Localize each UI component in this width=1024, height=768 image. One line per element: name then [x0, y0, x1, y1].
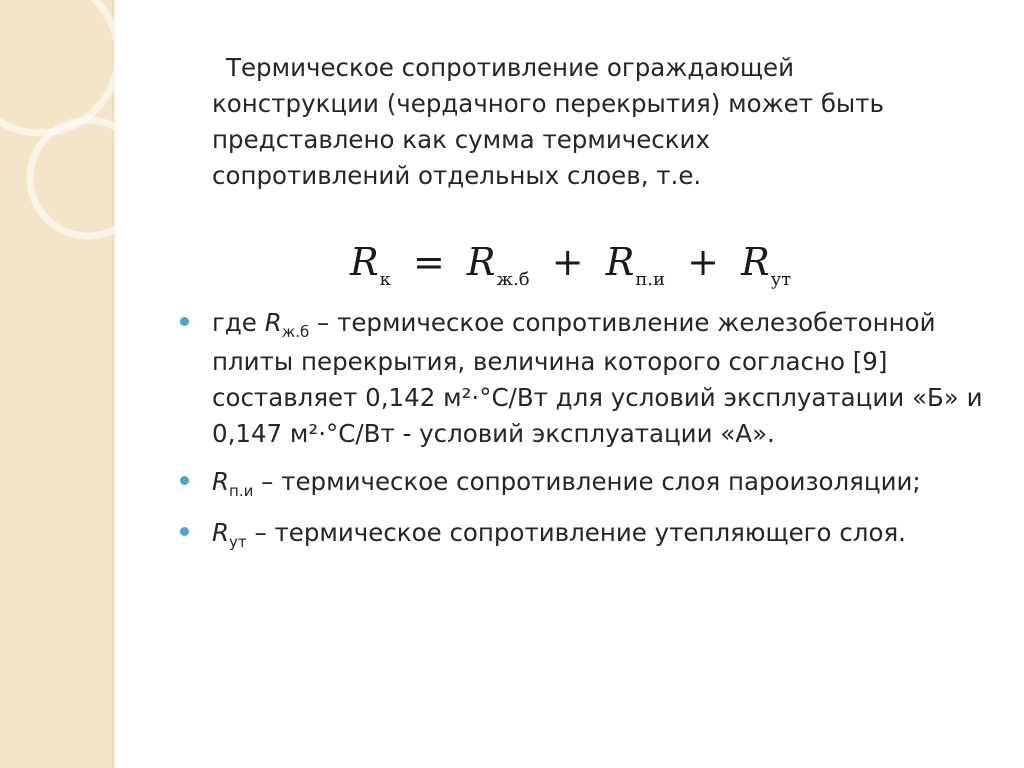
formula-symbol: R	[605, 240, 635, 284]
bullet-icon	[180, 476, 189, 485]
item-symbol: R	[212, 467, 230, 496]
formula-plus: +	[551, 240, 584, 284]
list-item	[180, 515, 1000, 554]
formula-subscript: ут	[770, 269, 792, 290]
formula-plus: +	[687, 240, 719, 284]
item-symbol: R	[264, 308, 282, 337]
list-item	[180, 305, 1000, 452]
ring-large	[0, 0, 118, 133]
formula-subscript: п.и	[635, 269, 666, 290]
item-prefix: где	[212, 308, 265, 337]
intro-line: Термическое сопротивление ограждающей	[226, 53, 794, 82]
formula	[350, 240, 792, 290]
ring-small	[30, 120, 146, 236]
formula-symbol: R	[350, 240, 379, 284]
item-subscript: п.и	[229, 482, 254, 500]
item-text: – термическое сопротивление железобетонной плиты перекрытия, величина которого согласно [9] составляет 0,142 м²·°С/Вт для условий эксплуатации «Б» и 0,147 м²·°С/Вт - условий эксплуатации «А».	[212, 308, 983, 448]
formula-equals: =	[412, 240, 445, 284]
bullet-icon	[180, 527, 189, 536]
item-text: – термическое сопротивление утепляющего слоя.	[246, 518, 906, 547]
intro-paragraph	[212, 50, 992, 194]
list-item	[180, 464, 1000, 503]
definition-list	[180, 305, 1000, 566]
formula-subscript: к	[379, 269, 391, 290]
formula-subscript: ж.б	[496, 269, 530, 290]
decorative-rings	[0, 0, 160, 260]
intro-line: конструкции (чердачного перекрытия) может быть	[212, 89, 884, 118]
item-symbol: R	[212, 518, 230, 547]
bullet-icon	[180, 317, 189, 326]
intro-line: представлено как сумма термических	[212, 125, 710, 154]
item-subscript: ж.б	[281, 323, 310, 341]
formula-symbol: R	[741, 240, 770, 284]
item-text: – термическое сопротивление слоя пароизоляции;	[253, 467, 921, 496]
item-subscript: ут	[229, 533, 247, 551]
intro-line: сопротивлений отдельных слоев, т.е.	[212, 161, 702, 190]
formula-symbol: R	[466, 240, 496, 284]
